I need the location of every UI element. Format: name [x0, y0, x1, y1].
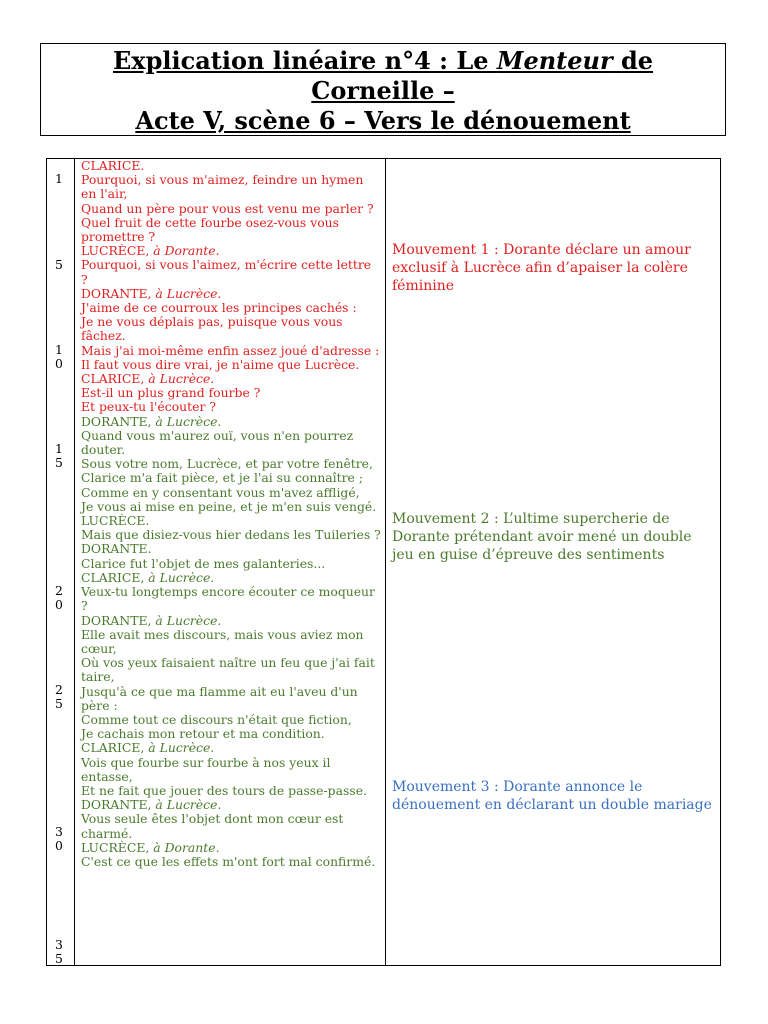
speaker-name	[81, 798, 381, 812]
speaker-label: CLARICE,	[81, 740, 149, 756]
movements-column	[386, 159, 720, 965]
speaker-name	[81, 159, 381, 173]
stage-direction: à Lucrèce.	[155, 285, 222, 301]
speaker-label: CLARICE,	[81, 371, 149, 387]
speaker-label: DORANTE,	[81, 797, 156, 813]
line-number: 0	[55, 597, 63, 612]
line-number: 3	[55, 937, 63, 952]
stage-direction: à Dorante.	[153, 839, 220, 855]
verse-line: Je vous ai mise en peine, et je m'en suis vengé.	[81, 498, 377, 514]
stage-direction: à Lucrèce.	[148, 371, 215, 387]
speaker-label: LUCRÈCE,	[81, 243, 154, 259]
speaker-label: LUCRÈCE.	[81, 513, 150, 529]
line-number: 1	[55, 342, 63, 357]
movement-1: Mouvement 1 : Dorante déclare un amour exclusif à Lucrèce afin d’apaiser la colère féminine	[392, 242, 691, 294]
verse-line: Veux-tu longtemps encore écouter ce moqueur ?	[81, 584, 375, 614]
line-number: 3	[55, 824, 63, 839]
verse-line: Comme tout ce discours n'était que fiction,	[81, 711, 352, 727]
verse-line: Je cachais mon retour et ma condition.	[81, 726, 325, 742]
line-number: 0	[55, 356, 63, 371]
speaker-name	[81, 287, 381, 301]
play-text-column	[75, 159, 386, 965]
speaker-name	[81, 614, 381, 628]
speaker-name	[81, 571, 381, 585]
speaker-label: DORANTE.	[81, 541, 152, 557]
verse-line: Quel fruit de cette fourbe osez-vous vous promettre ?	[81, 214, 340, 245]
text-table	[46, 158, 721, 966]
verse-line: Elle avait mes discours, mais vous aviez mon cœur,	[81, 626, 364, 656]
speaker-label: DORANTE,	[81, 285, 156, 301]
stage-direction: à Lucrèce.	[148, 569, 215, 585]
verse-line: Comme en y consentant vous m'avez affligé,	[81, 484, 360, 500]
speaker-name	[81, 741, 381, 755]
verse-line: Mais j'ai moi-même enfin assez joué d'adresse :	[81, 342, 380, 358]
verse-line: Et peux-tu l'écouter ?	[81, 399, 216, 415]
verse-line: Quand vous m'aurez ouï, vous n'en pourrez douter.	[81, 427, 354, 458]
verse-line: Est-il un plus grand fourbe ?	[81, 385, 261, 401]
verse-line: Sous votre nom, Lucrèce, et par votre fenêtre,	[81, 456, 373, 472]
verse-line: Je ne vous déplais pas, puisque vous vous fâchez.	[81, 314, 343, 344]
speaker-name	[81, 244, 381, 258]
verse-line: Et ne fait que jouer des tours de passe-passe.	[81, 782, 367, 798]
movement-2: Mouvement 2 : L’ultime supercherie de Dorante prétendant avoir mené un double jeu en guise d’épreuve des sentiments	[392, 511, 692, 563]
verse-line: Vois que fourbe sur fourbe à nos yeux il entasse,	[81, 754, 331, 784]
stage-direction: à Lucrèce.	[148, 740, 215, 756]
speaker-label: DORANTE,	[81, 612, 156, 628]
verse-line: Vous seule êtes l'objet dont mon cœur est charmé.	[81, 811, 344, 841]
line-number: 5	[55, 455, 63, 470]
document-title	[40, 43, 726, 136]
verse-line: J'aime de ce courroux les principes cachés :	[81, 300, 357, 316]
line-number: 0	[55, 838, 63, 853]
line-number: 1	[55, 441, 63, 456]
line-number: 5	[55, 696, 63, 711]
stage-direction: à Lucrèce.	[155, 612, 222, 628]
speaker-label: CLARICE,	[81, 569, 149, 585]
title-line-1: Explication linéaire n°4 : Le Menteur de	[112, 46, 654, 75]
title-play-name: Menteur	[496, 46, 613, 75]
line-number: 5	[55, 951, 63, 966]
title-line-3: Acte V, scène 6 – Vers le dénouement	[135, 106, 631, 135]
verse-line: C'est ce que les effets m'ont fort mal confirmé.	[81, 853, 376, 869]
verse-line: Clarice m'a fait pièce, et je l'ai su connaître ;	[81, 470, 363, 486]
verse-line: Pourquoi, si vous m'aimez, feindre un hymen en l'air,	[81, 172, 364, 202]
stage-direction: à Lucrèce.	[155, 797, 222, 813]
line-number: 2	[55, 583, 63, 598]
verse-line: Il faut vous dire vrai, je n'aime que Lucrèce.	[81, 356, 360, 372]
line-number: 5	[55, 257, 63, 272]
movement-3: Mouvement 3 : Dorante annonce le dénouement en déclarant un double mariage	[392, 779, 712, 813]
stage-direction: à Dorante.	[153, 243, 220, 259]
speaker-name	[81, 514, 381, 528]
verse-line: Mais que disiez-vous hier dedans les Tuileries ?	[81, 527, 381, 543]
verse-line: Où vos yeux faisaient naître un feu que j'ai fait taire,	[81, 655, 375, 685]
line-number: 2	[55, 682, 63, 697]
speaker-name	[81, 415, 381, 429]
line-number-column	[47, 159, 75, 965]
title-line-2: Corneille –	[311, 76, 455, 105]
speaker-label: DORANTE,	[81, 413, 156, 429]
speaker-name	[81, 372, 381, 386]
speaker-label: CLARICE.	[81, 158, 145, 173]
speaker-label: LUCRÈCE,	[81, 839, 154, 855]
speaker-name	[81, 841, 381, 855]
verse-line: Jusqu'à ce que ma flamme ait eu l'aveu d'un père :	[81, 683, 358, 713]
verse-line: Quand un père pour vous est venu me parler ?	[81, 200, 374, 216]
line-number: 1	[55, 171, 63, 186]
verse-line: Clarice fut l'objet de mes galanteries...	[81, 555, 326, 571]
speaker-name	[81, 542, 381, 556]
verse-line: Pourquoi, si vous l'aimez, m'écrire cette lettre ?	[81, 257, 372, 287]
stage-direction: à Lucrèce.	[155, 413, 222, 429]
play-text	[75, 159, 385, 869]
